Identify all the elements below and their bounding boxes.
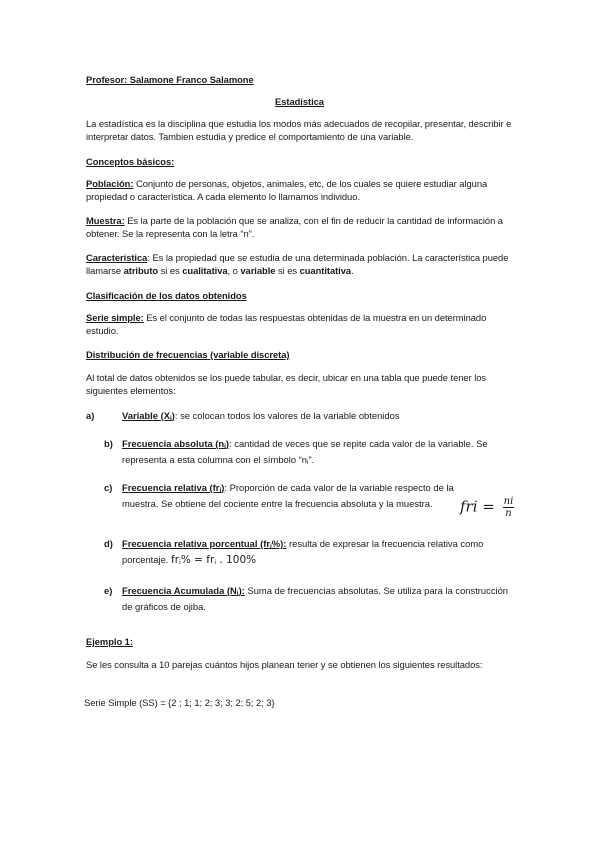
term-end: %): xyxy=(271,538,287,549)
serie-simple-text: Es el conjunto de todas las respuestas obtenidas de la muestra en un determinado estudio. xyxy=(86,312,487,337)
formula-denominator: n xyxy=(505,508,512,519)
muestra-term: Muestra: xyxy=(86,215,125,226)
poblacion-text: Conjunto de personas, objetos, animales, etc, de los cuales se quiere estudiar alguna propiedad o característica. A cada elemento lo llamamos individuo. xyxy=(86,178,488,203)
caracteristica-text: : Es la propiedad que se estudia de una determinada población. La característica puede llamarse xyxy=(86,252,509,277)
professor-name: Profesor: Salamone Franco Salamone xyxy=(86,74,254,85)
document-title xyxy=(0,95,599,108)
list-text: : se colocan todos los valores de la variable obtenidos xyxy=(174,410,400,421)
list-text: : cantidad de veces que se repite cada valor de la variable. Se representa a esta columna con el símbolo “n xyxy=(122,438,488,466)
ejemplo-heading-text: Ejemplo 1: xyxy=(86,636,133,647)
list-item-frecuencia-relativa xyxy=(104,481,460,510)
conceptos-heading xyxy=(86,155,518,168)
list-marker: c) xyxy=(104,482,113,493)
formula-subscript-2: i xyxy=(214,558,217,567)
professor-line xyxy=(86,73,518,86)
list-term xyxy=(122,538,286,549)
term-text: Frecuencia Acumulada (N xyxy=(122,585,237,596)
term-end: ) xyxy=(171,410,175,421)
term-subscript: i xyxy=(269,543,272,550)
list-term xyxy=(122,438,229,449)
list-marker: a) xyxy=(86,410,95,421)
term-end: ): xyxy=(238,585,245,596)
formula-end: . 100% xyxy=(216,554,257,567)
distribucion-heading xyxy=(86,348,518,361)
intro-paragraph: La estadística es la disciplina que estudia los modos más adecuados de recopilar, presentar, describir e interpretar datos. Tambien estudia y predice el comportamiento de una variable. xyxy=(86,118,512,143)
poblacion-term: Población: xyxy=(86,178,134,189)
ejemplo-heading xyxy=(86,635,518,648)
list-marker: e) xyxy=(104,585,113,596)
term-text: Frecuencia relativa (fr xyxy=(122,482,220,493)
caracteristica-definition xyxy=(86,251,518,277)
list-text: Suma de frecuencias absolutas. Se utiliza para la construcción de gráficos de ojiba. xyxy=(122,585,509,613)
list-item-frecuencia-porcentual xyxy=(104,537,518,569)
cuantitativa-word: cuantitativa xyxy=(299,265,352,277)
list-item-variable xyxy=(86,409,518,425)
text-end: ”. xyxy=(308,454,315,466)
variable-word: variable xyxy=(240,265,276,277)
distribucion-heading-text: Distribución de frecuencias (variable discreta) xyxy=(86,349,290,360)
serie-simple-example: Serie Simple (SS) = {2 ; 1; 1; 2; 3; 3; 2; 5; 2; 3} xyxy=(84,697,275,708)
formula-lhs: fri = xyxy=(460,497,495,516)
porcentual-formula xyxy=(171,554,256,566)
ejemplo-text: Se les consulta a 10 parejas cuántos hijos planean tener y se obtienen los siguientes resultados: xyxy=(86,659,483,670)
list-item-frecuencia-acumulada xyxy=(104,584,518,613)
term-subscript: i xyxy=(169,415,172,422)
muestra-text: Es la parte de la población que se analiza, con el fin de reducir la cantidad de información a obtener. Se la representa con la letra “n”. xyxy=(86,215,503,240)
list-marker: d) xyxy=(104,538,113,549)
term-end: ) xyxy=(221,482,225,493)
muestra-definition xyxy=(86,214,518,240)
list-term xyxy=(122,482,224,493)
serie-simple-definition xyxy=(86,311,518,337)
cualitativa-word: cualitativa xyxy=(182,265,228,277)
formula-middle: % = fr xyxy=(180,554,215,567)
title-text: Estadística xyxy=(275,96,324,107)
clasificacion-heading xyxy=(86,289,518,302)
connector-si-es-2: si es xyxy=(275,265,300,277)
clasificacion-heading-text: Clasificación de los datos obtenidos xyxy=(86,290,247,301)
period: . xyxy=(351,265,354,277)
list-term xyxy=(122,410,175,421)
list-text: resulta de expresar la frecuencia relativa como porcentaje. xyxy=(122,538,484,566)
term-subscript: i xyxy=(224,443,226,450)
formula-fraction xyxy=(503,496,515,519)
formula-subscript: i xyxy=(179,558,181,567)
list-marker: b) xyxy=(104,438,113,449)
caracteristica-term: Característica xyxy=(86,252,148,263)
term-text: Variable (X xyxy=(122,410,170,421)
term-subscript: i xyxy=(219,487,222,494)
term-end: ) xyxy=(225,438,230,449)
connector-si-es: si es xyxy=(158,265,183,277)
term-text: Frecuencia absoluta (n xyxy=(122,438,225,449)
formula-part: fr xyxy=(171,554,180,567)
list-term xyxy=(122,585,245,596)
formula-numerator: ni xyxy=(503,496,514,507)
distribucion-intro: Al total de datos obtenidos se los puede tabular, es decir, ubicar en una tabla que puede tener los siguientes elementos: xyxy=(86,372,487,397)
text-subscript: i xyxy=(307,459,309,467)
fri-formula xyxy=(460,496,514,519)
term-subscript: i xyxy=(236,590,239,597)
list-text: : Proporción de cada valor de la variable respecto de la muestra. Se obtiene del cociente entre la frecuencia absoluta y la muestra. xyxy=(122,482,454,510)
poblacion-definition xyxy=(86,177,518,203)
atributo-word: atributo xyxy=(123,265,159,277)
connector-o: , o xyxy=(227,265,241,277)
conceptos-heading-text: Conceptos básicos: xyxy=(86,156,175,167)
term-text: Frecuencia relativa porcentual (fr xyxy=(122,538,270,549)
serie-simple-term: Serie simple: xyxy=(86,312,144,323)
list-item-frecuencia-absoluta xyxy=(104,437,518,469)
